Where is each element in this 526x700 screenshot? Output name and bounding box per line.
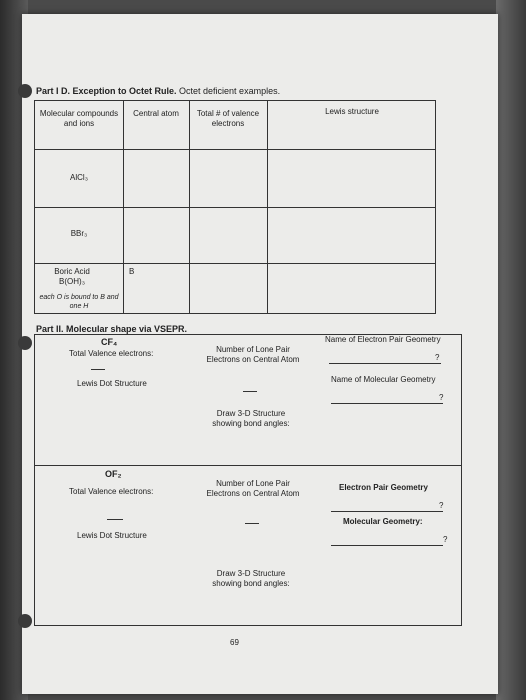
section-divider bbox=[35, 465, 461, 466]
of2-lone-pair-label: Number of Lone Pair Electrons on Central Atom bbox=[206, 479, 300, 498]
cf4-lone-pair-blank[interactable] bbox=[243, 391, 257, 392]
header-valence-electrons: Total # of valence electrons bbox=[196, 109, 260, 128]
binder-hole bbox=[18, 84, 32, 98]
cf4-formula: CF₄ bbox=[101, 337, 118, 347]
part1-title-rest: Octet deficient examples. bbox=[176, 86, 281, 96]
cf4-mg-label: Name of Molecular Geometry bbox=[331, 375, 436, 384]
header-compounds: Molecular compounds and ions bbox=[39, 109, 119, 128]
desk-background-right bbox=[496, 0, 526, 700]
page-number: 69 bbox=[230, 638, 239, 647]
cf4-valence-blank[interactable] bbox=[91, 369, 105, 370]
of2-mg-label: Molecular Geometry: bbox=[343, 517, 423, 526]
cf4-epg-blank[interactable] bbox=[329, 363, 441, 364]
of2-epg-label: Electron Pair Geometry bbox=[339, 483, 428, 492]
of2-lone-pair-blank[interactable] bbox=[245, 523, 259, 524]
of2-mg-blank[interactable] bbox=[331, 545, 443, 546]
worksheet-page bbox=[22, 14, 498, 694]
of2-epg-blank[interactable] bbox=[331, 511, 443, 512]
compound-alcl3: AlCl₃ bbox=[70, 173, 88, 182]
compound-boric-acid: Boric Acid B(OH)₃ bbox=[54, 267, 90, 286]
table-row-divider bbox=[35, 263, 435, 264]
part1-title-bold: Part I D. Exception to Octet Rule. bbox=[36, 86, 177, 96]
binder-hole bbox=[18, 336, 32, 350]
header-lewis-structure: Lewis structure bbox=[325, 107, 379, 116]
cf4-epg-question: ? bbox=[435, 353, 440, 362]
of2-draw-label: Draw 3-D Structure showing bond angles: bbox=[212, 569, 290, 588]
part2-title: Part II. Molecular shape via VSEPR. bbox=[36, 324, 188, 334]
compound-bbr3: BBr₃ bbox=[70, 229, 88, 238]
of2-lewis-label: Lewis Dot Structure bbox=[77, 531, 147, 540]
central-atom-b: B bbox=[129, 267, 135, 276]
cf4-draw-label: Draw 3-D Structure showing bond angles: bbox=[212, 409, 290, 428]
of2-mg-question: ? bbox=[443, 535, 448, 544]
cf4-epg-label: Name of Electron Pair Geometry bbox=[325, 335, 441, 344]
part1-title bbox=[36, 86, 436, 97]
of2-valence-blank[interactable] bbox=[107, 519, 123, 520]
cf4-mg-blank[interactable] bbox=[331, 403, 443, 404]
of2-epg-question: ? bbox=[439, 501, 444, 510]
cf4-lewis-label: Lewis Dot Structure bbox=[77, 379, 147, 388]
binder-hole bbox=[18, 614, 32, 628]
of2-formula: OF₂ bbox=[105, 469, 122, 479]
octet-table bbox=[34, 100, 436, 314]
header-central-atom: Central atom bbox=[133, 109, 179, 118]
cf4-lone-pair-label: Number of Lone Pair Electrons on Central Atom bbox=[206, 345, 300, 364]
boric-acid-note: each O is bound to B and one H bbox=[39, 294, 119, 310]
vsepr-section bbox=[34, 334, 462, 626]
of2-total-valence-label: Total Valence electrons: bbox=[69, 487, 154, 496]
table-row-divider bbox=[35, 207, 435, 208]
table-row-divider bbox=[35, 149, 435, 150]
cf4-total-valence-label: Total Valence electrons: bbox=[69, 349, 154, 358]
cf4-mg-question: ? bbox=[439, 393, 444, 402]
